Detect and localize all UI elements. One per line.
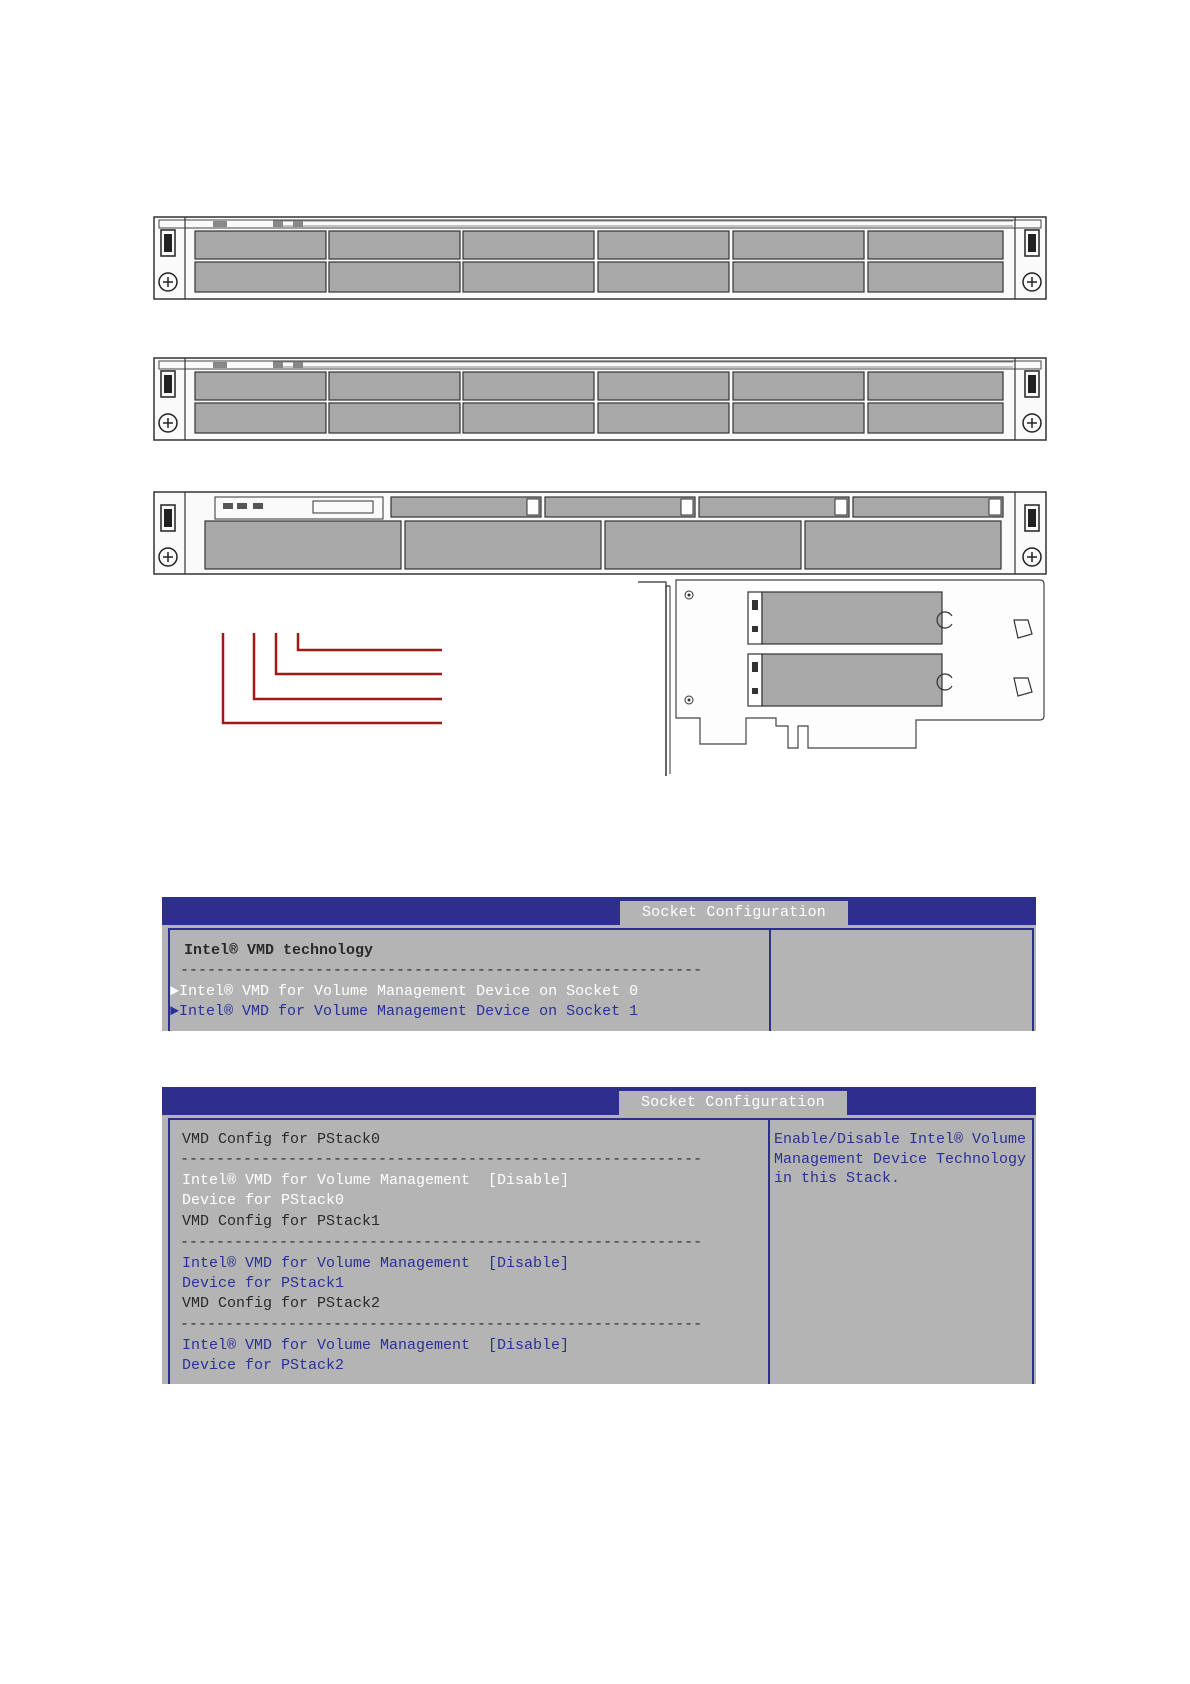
bios-screen-socket-config-vmd <box>162 897 1036 1031</box>
menu-item-label: Intel® VMD for Volume Management Device on Socket 0 <box>179 983 639 1000</box>
pstack2-vmd-option-label[interactable]: Intel® VMD for Volume Management <box>182 1337 471 1354</box>
pstack2-vmd-option-label-line2[interactable]: Device for PStack2 <box>182 1357 345 1374</box>
menu-item-vmd-socket-1[interactable] <box>170 1002 638 1022</box>
submenu-arrow-icon: ► <box>170 983 180 1000</box>
pstack0-vmd-option-value[interactable]: [Disable] <box>488 1172 570 1189</box>
vmd-technology-heading: Intel® VMD technology <box>184 942 374 959</box>
menu-item-vmd-socket-0[interactable] <box>170 982 638 1002</box>
bios-title-bar <box>162 1087 1036 1115</box>
bios-title-bar <box>162 897 1036 925</box>
pstack2-vmd-option-value[interactable]: [Disable] <box>488 1337 570 1354</box>
pstack1-heading: VMD Config for PStack1 <box>182 1213 381 1230</box>
submenu-arrow-icon: ► <box>170 1003 180 1020</box>
pstack1-vmd-option-value[interactable]: [Disable] <box>488 1255 570 1272</box>
server-front-panel-4-bay <box>153 491 1047 575</box>
help-text-line-3: in this Stack. <box>774 1170 901 1187</box>
pcie-m2-adapter-card <box>636 578 1046 778</box>
pstack2-heading: VMD Config for PStack2 <box>182 1295 381 1312</box>
bios-separator: ---------------------------------------------------------- <box>180 962 703 979</box>
bios-separator: ---------------------------------------------------------- <box>180 1234 703 1251</box>
pstack0-vmd-option-label-line2[interactable]: Device for PStack0 <box>182 1192 345 1209</box>
callout-lines <box>215 633 445 733</box>
server-front-panel-12-bay-b <box>153 357 1047 441</box>
bios-separator: ---------------------------------------------------------- <box>180 1151 703 1168</box>
pstack0-heading: VMD Config for PStack0 <box>182 1131 381 1148</box>
m2-ssd-module-bottom <box>748 654 952 706</box>
help-text-line-1: Enable/Disable Intel® Volume <box>774 1131 1027 1148</box>
pstack1-vmd-option-label-line2[interactable]: Device for PStack1 <box>182 1275 345 1292</box>
bios-help-divider <box>769 928 771 1031</box>
tab-socket-configuration[interactable]: Socket Configuration <box>620 901 848 925</box>
bios-help-divider <box>768 1118 770 1384</box>
menu-item-label: Intel® VMD for Volume Management Device on Socket 1 <box>179 1003 639 1020</box>
help-text-line-2: Management Device Technology <box>774 1151 1027 1168</box>
tab-socket-configuration[interactable]: Socket Configuration <box>619 1091 847 1115</box>
bios-screen-vmd-pstack-config <box>162 1087 1036 1384</box>
pstack0-vmd-option-label[interactable]: Intel® VMD for Volume Management <box>182 1172 471 1189</box>
bios-separator: ---------------------------------------------------------- <box>180 1316 703 1333</box>
server-front-panel-12-bay-a <box>153 216 1047 300</box>
m2-ssd-module-top <box>748 592 952 644</box>
pstack1-vmd-option-label[interactable]: Intel® VMD for Volume Management <box>182 1255 471 1272</box>
